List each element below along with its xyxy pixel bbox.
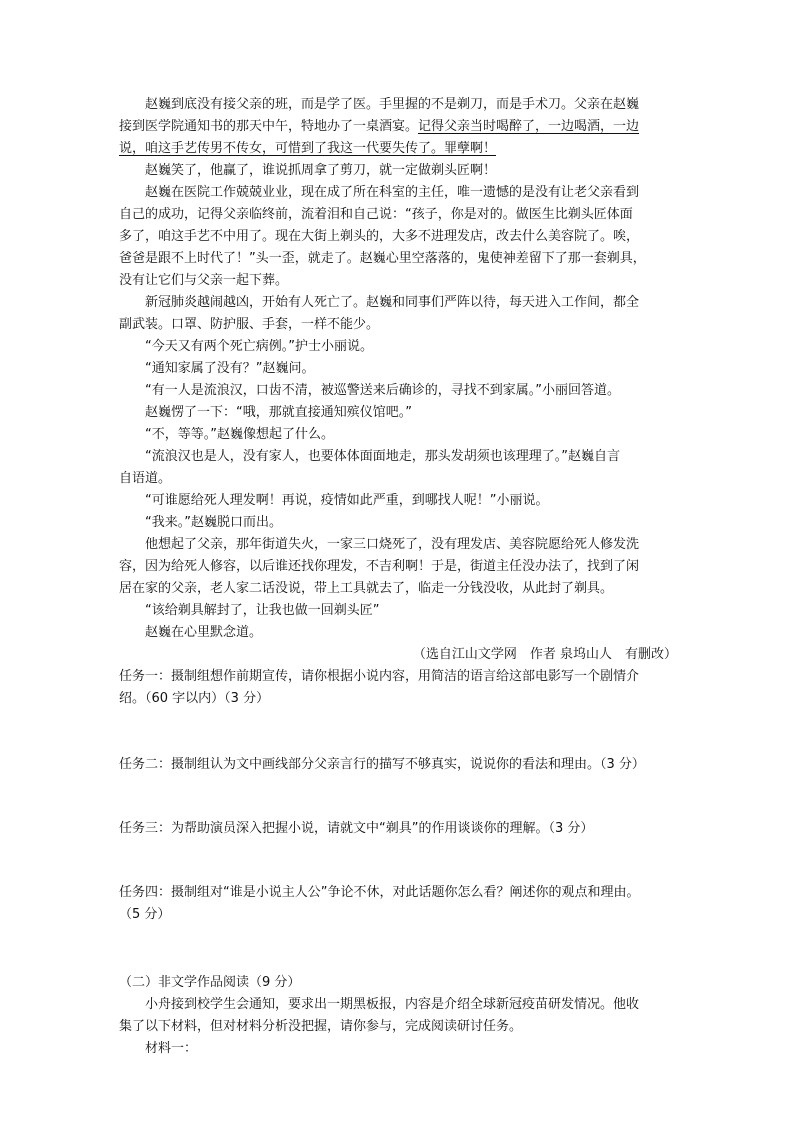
story-p5-line1: 他想起了父亲，那年街道失火，一家三口烧死了，没有理发店、美容院愿给死人修发洗	[145, 537, 640, 552]
story-p1-line3	[119, 139, 679, 159]
task-1-line2: 绍。（60 字以内）（3 分）	[119, 691, 270, 706]
dialogue-4: 赵巍愣了一下：“哦，那就直接通知殡仪馆吧。”	[145, 405, 412, 420]
story-p6: “该给剃具解封了，让我也做一回剃头匠”	[145, 603, 380, 618]
task-4-line2: （5 分）	[119, 907, 171, 922]
story-p7: 赵巍在心里默念道。	[145, 625, 263, 640]
dialogue-1: “今天又有两个死亡病例。”护士小丽说。	[145, 339, 373, 354]
material-1-label: 材料一：	[145, 1041, 198, 1056]
story-p5-line2: 容，因为给死人修容，以后谁还找你理发，不吉利啊！于是，街道主任没办法了，找到了闲	[119, 559, 640, 574]
story-p3-line5: 没有让它们与父亲一起下葬。	[119, 273, 289, 288]
dialogue-2: “通知家属了没有？”赵巍问。	[145, 361, 315, 376]
story-p1-line2	[119, 117, 679, 137]
story-p3-line1: 赵巍在医院工作兢兢业业，现在成了所在科室的主任，唯一遗憾的是没有让老父亲看到	[145, 185, 640, 200]
task-3: 任务三：为帮助演员深入把握小说，请就文中“剃具”的作用谈谈你的理解。（3 分）	[119, 821, 594, 836]
story-p3-line4: 爸爸是跟不上时代了！”头一歪，就走了。赵巍心里空落落的，鬼使神差留下了那一套剃具，	[119, 251, 646, 266]
dialogue-6-line2: 自语道。	[119, 471, 172, 486]
dialogue-8: “我来。”赵巍脱口而出。	[145, 515, 282, 530]
underlined-passage-part1: 记得父亲当时喝醉了，一边喝酒，一边	[418, 119, 640, 134]
story-p4-line1: 新冠肺炎越闹越凶，开始有人死亡了。赵巍和同事们严阵以待，每天进入工作间，都全	[145, 295, 640, 310]
task-1-line1: 任务一：摄制组想作前期宣传，请你根据小说内容，用简洁的语言给这部电影写一个剧情介	[119, 669, 640, 684]
story-p1-line1: 赵巍到底没有接父亲的班，而是学了医。手里握的不是剃刀，而是手术刀。父亲在赵巍	[145, 97, 640, 112]
dialogue-3: “有一人是流浪汉，口齿不清，被巡警送来后确诊的，寻找不到家属。”小丽回答道。	[145, 383, 620, 398]
section-intro-line1: 小舟接到校学生会通知，要求出一期黑板报，内容是介绍全球新冠疫苗研发情况。他收	[145, 997, 640, 1012]
dialogue-5: “不，等等。”赵巍像想起了什么。	[145, 427, 334, 442]
task-4-line1: 任务四：摄制组对“谁是小说主人公”争论不休，对此话题你怎么看？阐述你的观点和理由。	[119, 885, 640, 900]
section-intro-line2: 集了以下材料，但对材料分析没把握，请你参与，完成阅读研讨任务。	[119, 1019, 523, 1034]
section-heading: （二）非文学作品阅读（9 分）	[119, 975, 301, 990]
dialogue-6-line1: “流浪汉也是人，没有家人，也要体体面面地走，那头发胡须也该理理了。”赵巍自言	[145, 449, 620, 464]
dialogue-7: “可谁愿给死人理发啊！再说，疫情如此严重，到哪找人呢！”小丽说。	[145, 493, 549, 508]
story-p1-line2-text: 接到医学院通知书的那天中午，特地办了一桌酒宴。	[119, 119, 419, 134]
source-citation: （选自江山文学网 作者 泉坞山人 有删改）	[412, 647, 677, 662]
underlined-passage-part2: 说，咱这手艺传男不传女，可惜到了我这一代要失传了。罪孽啊！	[119, 141, 497, 156]
story-p2: 赵巍笑了，他赢了，谁说抓周拿了剪刀，就一定做剃头匠啊！	[145, 163, 497, 178]
story-p5-line3: 居在家的父亲，老人家二话没说，带上工具就去了，临走一分钱没收，从此封了剃具。	[119, 581, 614, 596]
task-2: 任务二：摄制组认为文中画线部分父亲言行的描写不够真实，说说你的看法和理由。（3 分）	[119, 757, 645, 772]
story-p4-line2: 副武装。口罩、防护服、手套，一样不能少。	[119, 317, 380, 332]
story-p3-line2: 自己的成功，记得父亲临终前，流着泪和自己说：“孩子，你是对的。做医生比剃头匠体面	[119, 207, 633, 222]
story-p3-line3: 多了，咱这手艺不中用了。现在大街上剃头的，大多不进理发店，改去什么美容院了。唉，	[119, 229, 640, 244]
